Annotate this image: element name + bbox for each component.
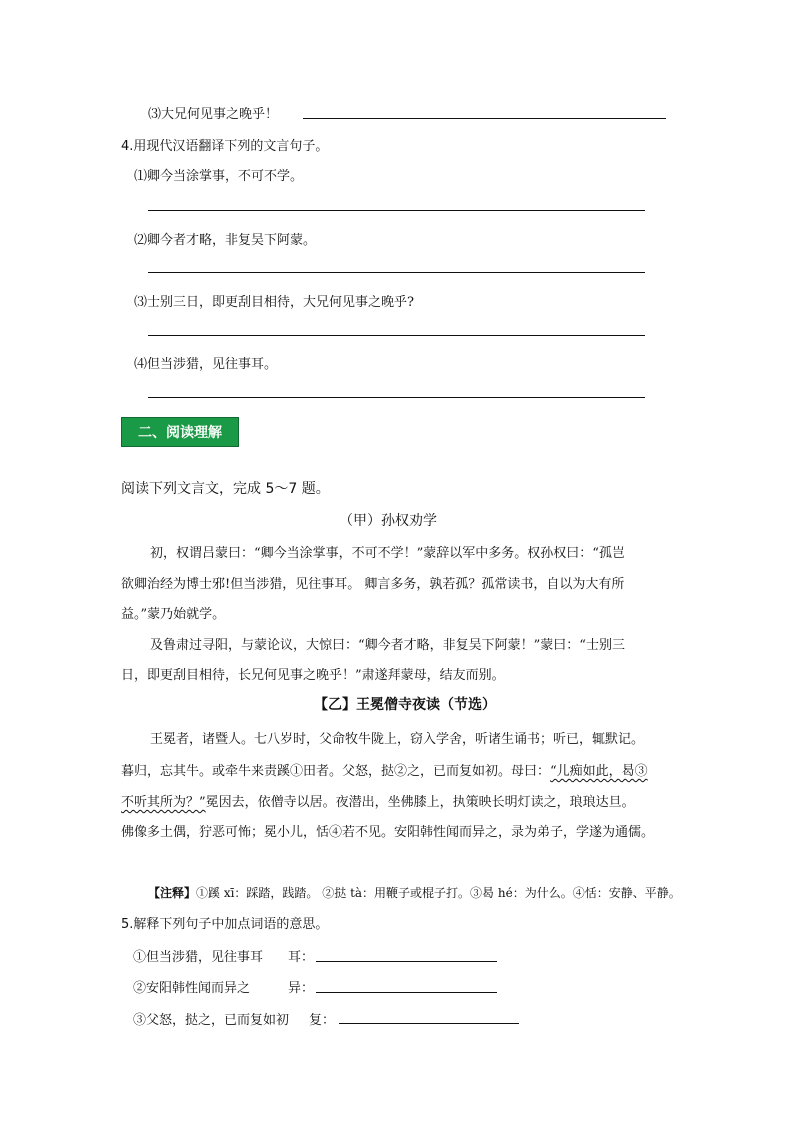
passage-b-title: 【乙】王冕僧寺夜读（节选） <box>314 697 496 713</box>
q5-item-2-word: 异： <box>288 981 315 996</box>
passage-a-line: 日，即更刮目相待，长兄何见事之晚乎！”肃遂拜蒙母，结友而别。 <box>121 668 505 683</box>
passage-a-line: 益。”蒙乃始就学。 <box>121 607 226 622</box>
q4-item-2: ⑵卿今者才略，非复吴下阿蒙。 <box>134 233 317 248</box>
underlined-quote: “儿痴如此，曷③ <box>550 764 648 779</box>
q3-prev-answer-line[interactable] <box>303 118 666 119</box>
q5-item-3-sentence: ③父怒，挞之，已而复如初 <box>133 1013 290 1028</box>
passage-b-line <box>121 791 635 810</box>
reading-intro: 阅读下列文言文，完成 5～7 题。 <box>121 481 330 497</box>
q5-item-1-sentence: ①但当涉猎，见往事耳 <box>133 950 264 965</box>
notes-label: 【注释】 <box>148 886 197 900</box>
q4-stem: 4.用现代汉语翻译下列的文言句子。 <box>121 139 329 154</box>
passage-a-line: 初，权谓吕蒙曰：“卿今当涂掌事，不可不学！”蒙辞以军中多务。权孙权曰：“孤岂 <box>150 546 625 561</box>
passage-a-title: （甲）孙权劝学 <box>339 513 437 529</box>
q5-item-1-word: 耳： <box>288 950 315 965</box>
q5-answer-line-3[interactable] <box>339 1023 519 1024</box>
q4-item-3: ⑶士别三日，即更刮目相待，大兄何见事之晚乎? <box>134 295 414 310</box>
q4-answer-line-2[interactable] <box>148 272 645 273</box>
passage-a-line: 欲卿治经为博士邪!但当涉猎，见往事耳。 卿言多务，孰若孤？孤常读书，自以为大有所 <box>121 577 625 592</box>
q5-item-3-word: 复： <box>309 1013 336 1028</box>
q5-item-2-sentence: ②安阳韩性闻而异之 <box>133 981 251 996</box>
q5-stem: 5.解释下列句子中加点词语的意思。 <box>121 917 329 932</box>
passage-b-line <box>121 760 648 779</box>
section-banner-reading: 二、阅读理解 <box>121 417 239 447</box>
passage-b-text: 暮归，忘其牛。或牵牛来责蹊①田者。父怒，挞②之，已而复如初。母曰： <box>121 764 551 779</box>
q5-answer-line-2[interactable] <box>316 992 497 993</box>
annotation-notes <box>148 884 681 901</box>
passage-b-line: 佛像多土偶，狞恶可怖；冕小儿，恬④若不见。安阳韩性闻而异之，录为弟子，学遂为通儒。 <box>121 825 655 840</box>
passage-b-line: 王冕者，诸暨人。七八岁时，父命牧牛陇上，窃入学舍，听诸生诵书；听已，辄默记。 <box>150 732 645 747</box>
q4-answer-line-1[interactable] <box>148 210 645 211</box>
notes-text: ①蹊 xī：踩踏，践踏。 ②挞 tà：用鞭子或棍子打。③曷 hé：为什么。④恬：安静、平静。 <box>196 886 681 900</box>
passage-a-line: 及鲁肃过寻阳，与蒙论议，大惊曰：“卿今者才略，非复吴下阿蒙！”蒙曰：“士别三 <box>150 638 625 653</box>
underlined-quote: 不听其所为？” <box>121 795 206 810</box>
q4-answer-line-3[interactable] <box>148 335 645 336</box>
passage-b-text: 冕因去，依僧寺以居。夜潜出，坐佛膝上，执策映长明灯读之，琅琅达旦。 <box>205 795 635 810</box>
q4-item-4: ⑷但当涉猎，见往事耳。 <box>134 357 278 372</box>
q5-answer-line-1[interactable] <box>316 961 497 962</box>
q4-answer-line-4[interactable] <box>148 397 645 398</box>
q4-item-1: ⑴卿今当涂掌事，不可不学。 <box>134 169 304 184</box>
q3-prev-label: ⑶大兄何见事之晚乎！ <box>148 107 279 122</box>
